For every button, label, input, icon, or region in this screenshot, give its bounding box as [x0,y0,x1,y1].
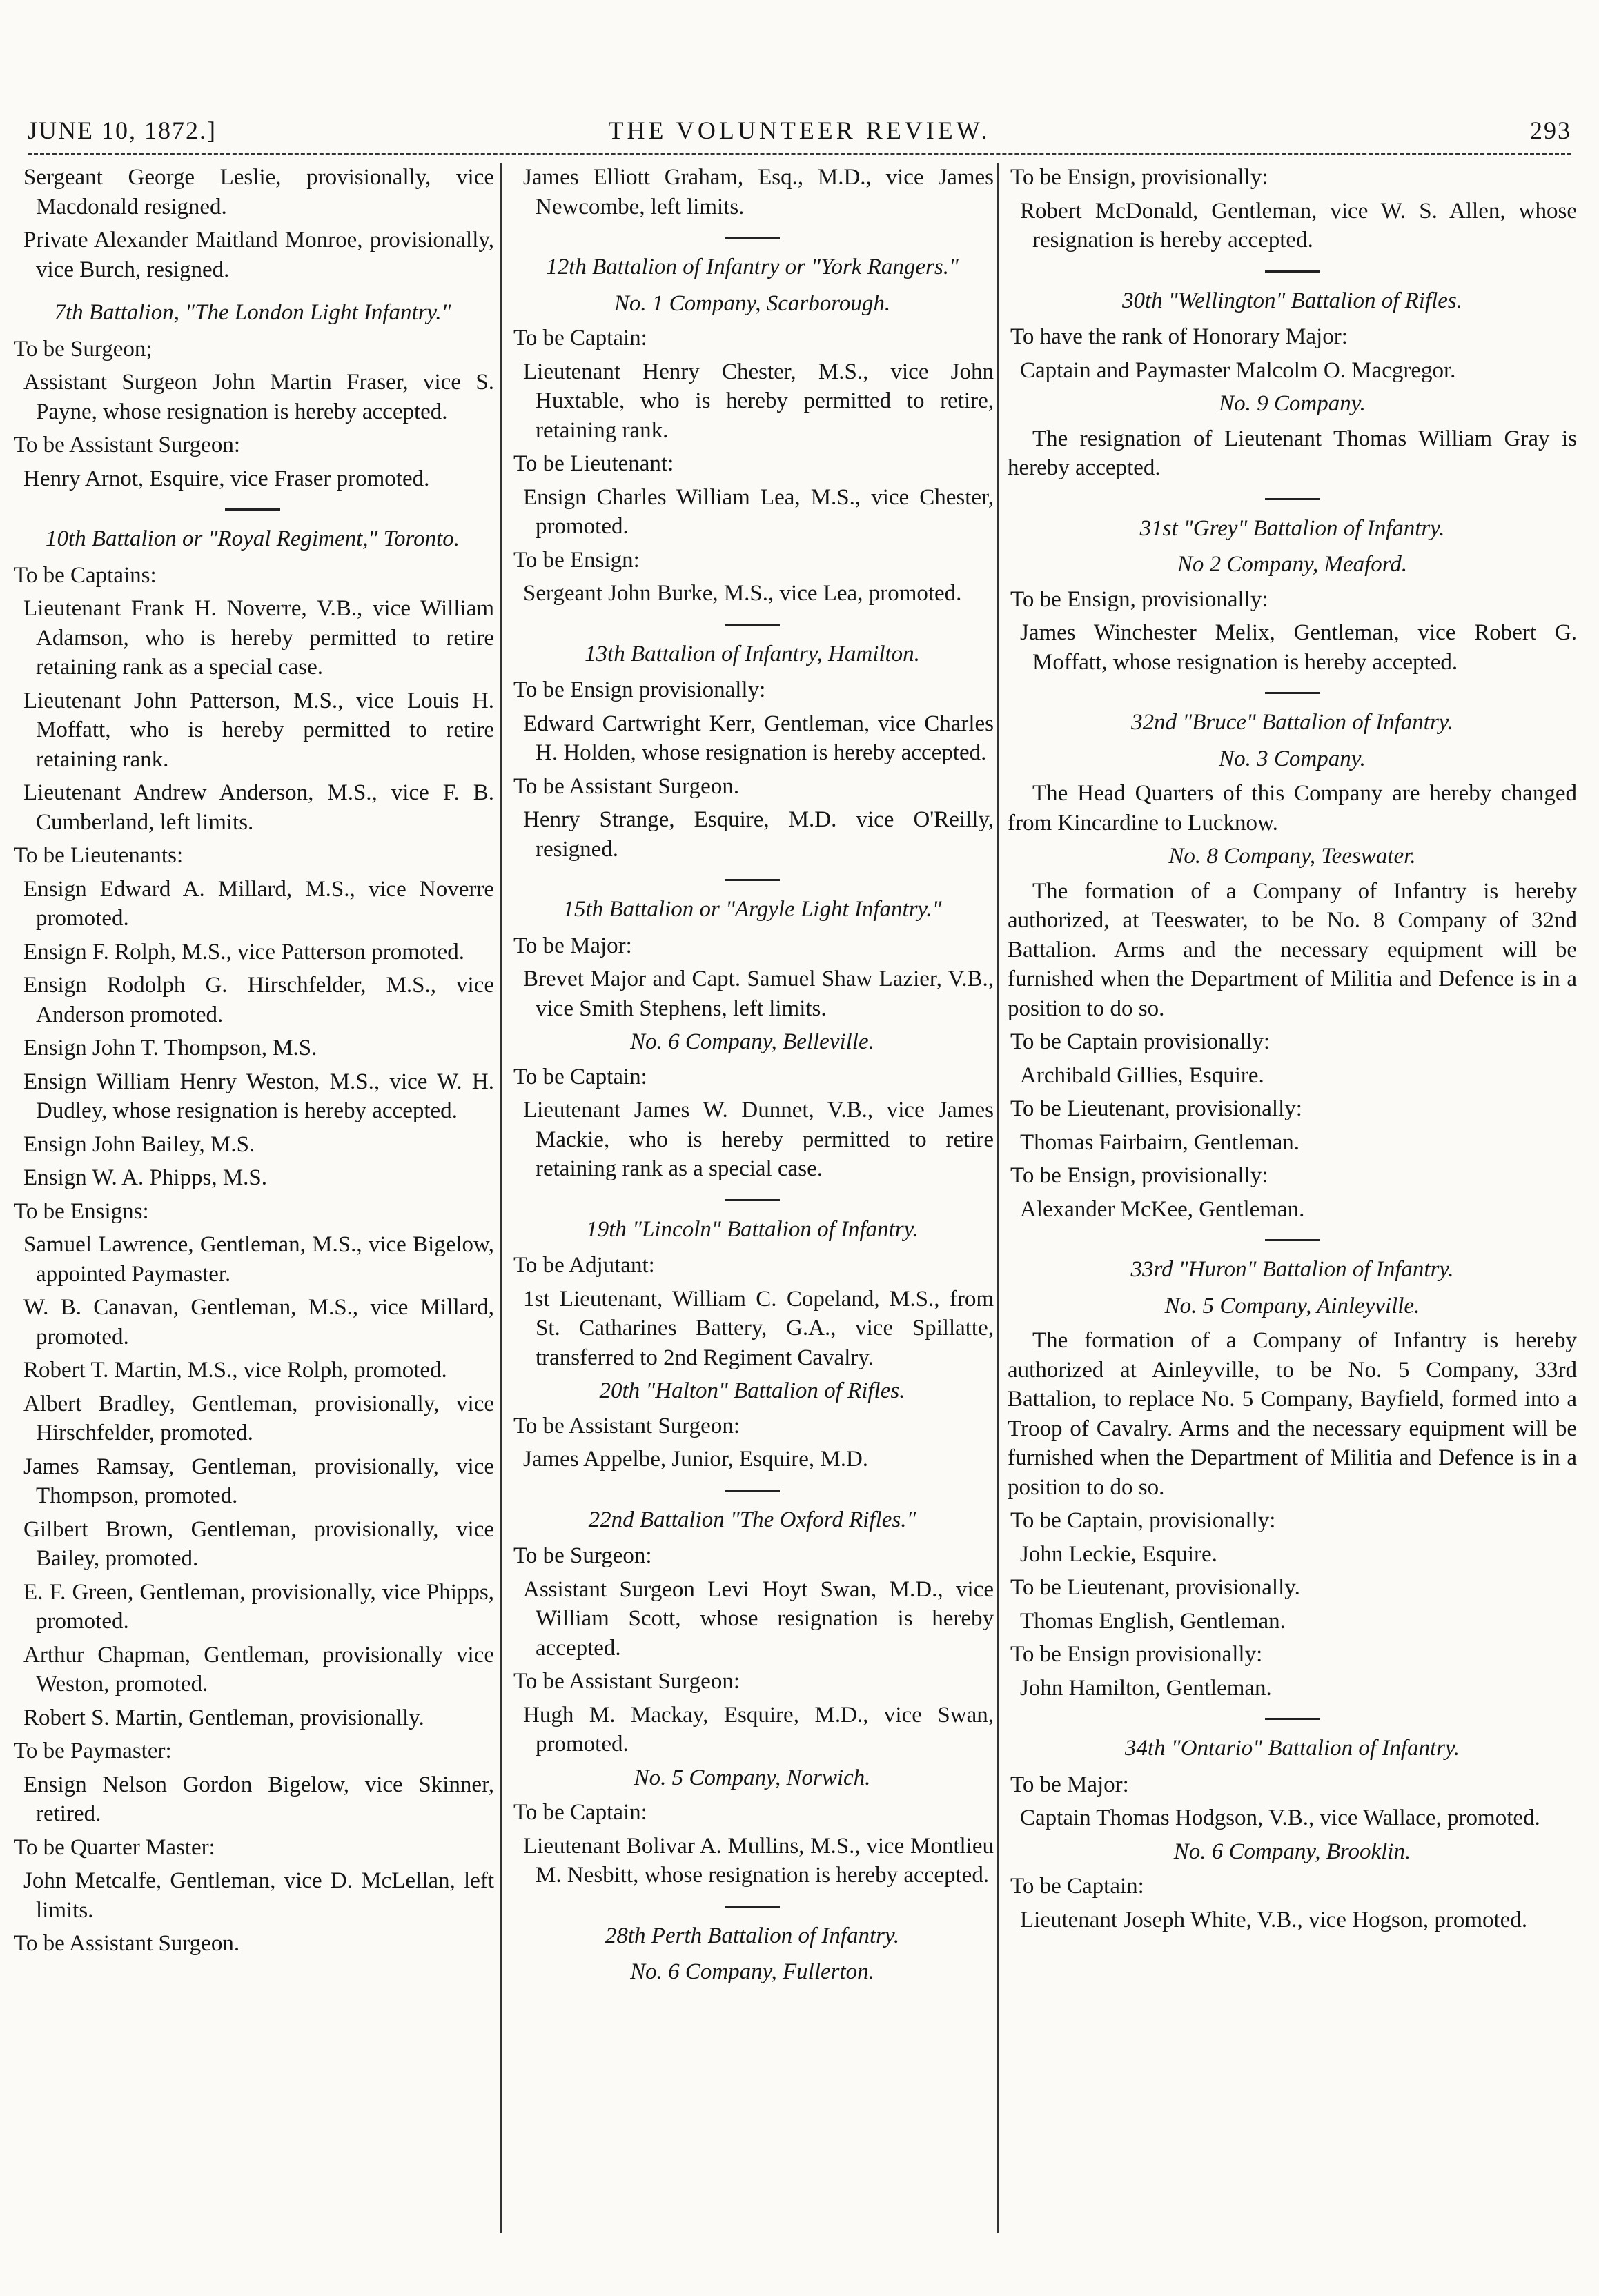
appointment-heading: To be Major: [1010,1772,1129,1797]
notice-paragraph: The Head Quarters of this Company are hereby changed from Kincardine to Lucknow. [1008,781,1577,835]
section-separator [1265,1718,1320,1720]
appointment-entry: Ensign William Henry Weston, M.S., vice W. H. Dudley, whose resignation is hereby accepted. [23,1069,494,1123]
section-title: 13th Battalion of Infantry, Hamilton. [585,641,920,666]
appointment-entry: Ensign Rodolph G. Hirschfelder, M.S., vice Anderson promoted. [23,973,494,1027]
company-subheading: No. 5 Company, Norwich. [634,1765,871,1790]
appointment-entry: Captain and Paymaster Malcolm O. Macgregor. [1020,357,1456,383]
appointment-entry: Robert T. Martin, M.S., vice Rolph, promoted. [23,1358,447,1383]
appointment-entry: Captain Thomas Hodgson, V.B., vice Wallace, promoted. [1020,1805,1540,1830]
page-number: 293 [1530,117,1571,144]
section-separator [1265,270,1320,273]
company-subheading: No. 3 Company. [1219,746,1366,771]
appointment-entry: James Winchester Melix, Gentleman, vice Robert G. Moffatt, whose resignation is hereby accepted. [1020,620,1577,675]
appointment-entry: James Elliott Graham, Esq., M.D., vice James Newcombe, left limits. [523,165,994,219]
appointment-entry: Samuel Lawrence, Gentleman, M.S., vice Bigelow, appointed Paymaster. [23,1232,494,1287]
appointment-entry: Gilbert Brown, Gentleman, provisionally, vice Bailey, promoted. [23,1516,494,1571]
appointment-heading: To be Assistant Surgeon. [513,773,740,799]
appointment-entry: Hugh M. Mackay, Esquire, M.D., vice Swan, promoted. [523,1702,994,1756]
company-subheading: No. 8 Company, Teeswater. [1168,844,1416,869]
appointment-entry: Thomas Fairbairn, Gentleman. [1020,1129,1300,1155]
company-subheading: No. 5 Company, Ainleyville. [1164,1293,1420,1318]
company-subheading: No. 6 Company, Belleville. [630,1029,874,1054]
appointment-entry: Ensign Edward A. Millard, M.S., vice Noverre promoted. [23,876,494,931]
issue-date: JUNE 10, 1872.] [28,117,217,144]
section-title: 33rd "Huron" Battalion of Infantry. [1130,1257,1454,1282]
appointment-heading: To be Captain: [1010,1874,1144,1899]
section-separator [225,508,280,511]
section-separator [1265,1239,1320,1241]
appointment-heading: To be Assistant Surgeon: [513,1413,740,1438]
appointment-entry: Robert S. Martin, Gentleman, provisionally. [23,1705,424,1730]
appointment-heading: To be Ensign provisionally: [1010,1642,1263,1667]
appointment-entry: Ensign W. A. Phipps, M.S. [23,1165,268,1190]
appointment-heading: To be Captain, provisionally: [1010,1508,1276,1533]
appointment-entry: Sergeant George Leslie, provisionally, vice Macdonald resigned. [23,165,494,219]
appointment-entry: Henry Strange, Esquire, M.D. vice O'Reilly, resigned. [523,807,994,862]
section-title: 12th Battalion of Infantry or "York Rangers." [546,255,959,279]
appointment-entry: Lieutenant Joseph White, V.B., vice Hogson, promoted. [1020,1907,1528,1932]
section-title: 31st "Grey" Battalion of Infantry. [1139,515,1445,541]
appointment-entry: John Leckie, Esquire. [1020,1541,1217,1567]
section-title: 34th "Ontario" Battalion of Infantry. [1124,1736,1460,1761]
section-title: 32nd "Bruce" Battalion of Infantry. [1131,710,1453,735]
notice-paragraph: The formation of a Company of Infantry is hereby authorized, at Teeswater, to be No. 8 Company of 32nd Battalion. Arms and the necessary equipment will be furnished when the Department of Militia and Defence is in a position to do so. [1008,878,1577,1021]
appointment-entry: Edward Cartwright Kerr, Gentleman, vice Charles H. Holden, whose resignation is hereby accepted. [523,711,994,765]
appointment-heading: To be Lieutenant: [513,451,674,476]
section-title: 19th "Lincoln" Battalion of Infantry. [586,1216,919,1242]
appointment-heading: To be Captains: [14,562,157,588]
section-title: 30th "Wellington" Battalion of Rifles. [1121,288,1463,313]
page-header [28,116,1571,157]
appointment-heading: To be Lieutenant, provisionally. [1010,1575,1300,1600]
section-separator [725,879,780,881]
appointment-entry: Sergeant John Burke, M.S., vice Lea, promoted. [523,581,962,606]
appointment-entry: James Appelbe, Junior, Esquire, M.D. [523,1447,869,1472]
section-separator [725,1490,780,1492]
appointment-heading: To be Quarter Master: [14,1834,215,1860]
appointment-entry: Alexander McKee, Gentleman. [1020,1196,1305,1222]
appointment-entry: Brevet Major and Capt. Samuel Shaw Lazier, V.B., vice Smith Stephens, left limits. [523,967,994,1021]
appointment-heading: To be Ensign provisionally: [513,677,766,702]
column-2 [511,163,994,2267]
publication-title: THE VOLUNTEER REVIEW. [608,117,991,144]
appointment-heading: To be Adjutant: [513,1253,655,1278]
column-divider [500,163,502,2233]
section-title: 15th Battalion or "Argyle Light Infantry." [562,897,942,922]
section-separator [725,237,780,239]
appointment-heading: To be Lieutenants: [14,843,184,868]
appointment-entry: Thomas English, Gentleman. [1020,1608,1286,1634]
appointment-heading: To be Assistant Surgeon. [14,1931,240,1956]
appointment-entry: Lieutenant Frank H. Noverre, V.B., vice William Adamson, who is hereby permitted to retire retaining rank as a special case. [23,596,494,680]
appointment-entry: John Hamilton, Gentleman. [1020,1675,1272,1701]
section-title: 22nd Battalion "The Oxford Rifles." [588,1507,916,1532]
appointment-entry: Henry Arnot, Esquire, vice Fraser promoted. [23,466,430,491]
company-subheading: No. 9 Company. [1219,391,1366,416]
appointment-heading: To be Captain provisionally: [1010,1029,1271,1054]
section-title: 28th Perth Battalion of Infantry. [605,1923,900,1948]
appointment-entry: Ensign John Bailey, M.S. [23,1131,255,1157]
column-divider [997,163,999,2233]
appointment-entry: Ensign Charles William Lea, M.S., vice Chester, promoted. [523,484,994,539]
appointment-entry: Lieutenant John Patterson, M.S., vice Louis H. Moffatt, who is hereby permitted to retire retaining rank. [23,688,494,772]
appointment-heading: To be Captain: [513,326,647,350]
appointment-heading: To be Surgeon; [14,336,153,362]
header-rule [28,153,1571,155]
appointment-entry: Archibald Gillies, Esquire. [1020,1062,1264,1088]
appointment-heading: To be Ensign, provisionally: [1010,165,1268,190]
appointment-heading: To be Assistant Surgeon: [14,433,241,457]
appointment-heading: To be Paymaster: [14,1739,172,1763]
appointment-entry: Private Alexander Maitland Monroe, provisionally, vice Burch, resigned. [23,228,494,282]
appointment-entry: Ensign Nelson Gordon Bigelow, vice Skinner, retired. [23,1772,494,1826]
appointment-heading: To be Lieutenant, provisionally: [1010,1096,1302,1121]
company-subheading: No. 1 Company, Scarborough. [614,290,891,316]
appointment-entry: Lieutenant Andrew Anderson, M.S., vice F. B. Cumberland, left limits. [23,780,494,835]
section-title: 7th Battalion, "The London Light Infantry." [54,300,451,325]
appointment-entry: E. F. Green, Gentleman, provisionally, vice Phipps, promoted. [23,1579,494,1634]
section-title: 10th Battalion or "Royal Regiment," Toronto. [45,526,460,551]
appointment-heading: To be Ensign, provisionally: [1010,1163,1268,1188]
appointment-entry: W. B. Canavan, Gentleman, M.S., vice Millard, promoted. [23,1295,494,1349]
notice-paragraph: The formation of a Company of Infantry is hereby authorized at Ainleyville, to be No. 5 Company, 33rd Battalion, to replace No. 5 Company, Bayfield, formed into a Troop of Cavalry. Arms and the necessary equipment will be furnished when the Department of Militia and Defence is in a position to do so. [1008,1328,1577,1500]
section-separator [725,1906,780,1908]
appointment-entry: John Metcalfe, Gentleman, vice D. McLellan, left limits. [23,1868,494,1923]
appointment-heading: To have the rank of Honorary Major: [1010,324,1348,349]
appointment-heading: To be Ensign: [513,547,640,573]
company-subheading: No. 6 Company, Brooklin. [1173,1839,1411,1864]
appointment-entry: James Ramsay, Gentleman, provisionally, vice Thompson, promoted. [23,1454,494,1508]
company-subheading: No 2 Company, Meaford. [1177,552,1408,577]
appointment-heading: To be Ensigns: [14,1198,149,1224]
appointment-heading: To be Captain: [513,1800,647,1825]
section-separator [725,624,780,626]
appointment-entry: Lieutenant Henry Chester, M.S., vice John Huxtable, who is hereby permitted to retire, retaining rank. [523,359,994,443]
column-1 [11,163,494,2267]
appointment-entry: Assistant Surgeon John Martin Fraser, vice S. Payne, whose resignation is hereby accepted. [23,370,494,424]
column-3 [1008,163,1577,2267]
appointment-entry: Ensign John T. Thompson, M.S. [23,1036,317,1060]
appointment-heading: To be Major: [513,933,632,958]
notice-paragraph: The resignation of Lieutenant Thomas William Gray is hereby accepted. [1008,426,1577,480]
appointment-entry: Lieutenant James W. Dunnet, V.B., vice James Mackie, who is hereby permitted to retire retaining rank as a special case. [523,1098,994,1181]
appointment-entry: Ensign F. Rolph, M.S., vice Patterson promoted. [23,939,465,964]
company-subheading: 20th "Halton" Battalion of Rifles. [599,1378,905,1403]
section-separator [725,1199,780,1201]
appointment-entry: Lieutenant Bolivar A. Mullins, M.S., vice Montlieu M. Nesbitt, whose resignation is hereby accepted. [523,1833,994,1888]
appointment-heading: To be Surgeon: [513,1543,652,1568]
appointment-entry: Arthur Chapman, Gentleman, provisionally vice Weston, promoted. [23,1642,494,1696]
appointment-heading: To be Ensign, provisionally: [1010,586,1268,612]
appointment-heading: To be Captain: [513,1064,647,1089]
appointment-entry: Albert Bradley, Gentleman, provisionally, vice Hirschfelder, promoted. [23,1391,494,1445]
appointment-entry: Assistant Surgeon Levi Hoyt Swan, M.D., vice William Scott, whose resignation is hereby accepted. [523,1576,994,1661]
appointment-entry: Robert McDonald, Gentleman, vice W. S. Allen, whose resignation is hereby accepted. [1020,198,1577,253]
appointment-heading: To be Assistant Surgeon: [513,1669,740,1694]
company-subheading: No. 6 Company, Fullerton. [630,1959,874,1984]
section-separator [1265,692,1320,694]
section-separator [1265,498,1320,500]
appointment-entry: 1st Lieutenant, William C. Copeland, M.S., from St. Catharines Battery, G.A., vice Spillatte, transferred to 2nd Regiment Cavalry. [523,1286,994,1370]
